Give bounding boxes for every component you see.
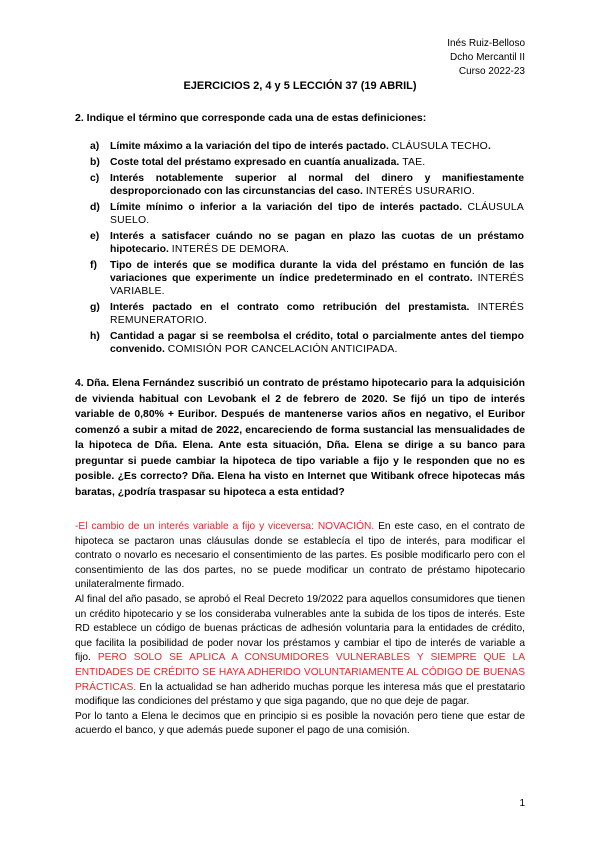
item-letter: f) — [90, 260, 97, 271]
document-header — [447, 37, 525, 79]
definition-item — [90, 230, 524, 256]
definition-item — [90, 140, 524, 153]
definition-item — [90, 172, 524, 198]
answer-text: En este caso, en el contrato de hipoteca se pactaron unas cláusulas donde se establecía el tipo de interés, para modificar el contrato o novarlo es necesario el consentimiento de las partes. Es posible modificarlo pero con el consentimiento de las dos partes, no se puede modificar un contrato de préstamo hipotecario unilateralmente firmado. — [75, 521, 525, 591]
answer-block — [75, 520, 525, 739]
definition-answer: COMISIÓN POR CANCELACIÓN ANTICIPADA. — [167, 344, 398, 355]
definition-text: Límite mínimo o inferior a la variación del tipo de interés pactado. — [110, 202, 463, 213]
definition-item — [90, 259, 524, 298]
item-letter: e) — [90, 231, 100, 242]
definition-item — [90, 201, 524, 227]
definition-answer: INTERÉS USURARIO. — [365, 186, 475, 197]
answer-text: En la actualidad se han adherido muchas porque les interesa más que el prestatario modifique las condiciones del préstamo y que siga pagando, que no que deje de pagar. — [75, 681, 525, 708]
item-letter: d) — [90, 202, 100, 213]
definition-answer: CLÁUSULA TECHO — [391, 141, 488, 152]
definition-item — [90, 330, 524, 356]
answer-paragraph-2 — [75, 593, 525, 710]
definition-item — [90, 156, 524, 169]
definition-answer: INTERÉS VARIABLE. — [110, 273, 525, 297]
definition-text: Interés pactado en el contrato como retribución del prestamista. — [110, 302, 470, 313]
course-year: Curso 2022-23 — [458, 66, 525, 77]
definition-text: Cantidad a pagar si se reembolsa el crédito, total o parcialmente antes del tiempo convenido. — [110, 331, 524, 355]
answer-text: Al final del año pasado, se aprobó el Real Decreto 19/2022 para aquellos consumidores que tienen un crédito hipotecario y se los consideraba vulnerables ante la subida de los tipos de interés. Este RD establece un código de buenas prácticas de adhesión voluntaria para la entidades de crédito, que facilita la posibilidad de poder novar los préstamos y cambiar el tipo de interés de variable a fijo. — [75, 593, 525, 664]
answer-paragraph-3: Por lo tanto a Elena le decimos que en principio si es posible la novación pero tiene que estar de acuerdo el banco, y que además puede suponer el pago de una comisión. — [75, 710, 525, 737]
definition-answer: INTERÉS DE DEMORA. — [171, 244, 290, 255]
definition-text: Tipo de interés que se modifica durante la vida del préstamo en función de las variaciones que experimente un índice predeterminado en el contrato. — [110, 260, 524, 284]
question-2-heading: 2. Indique el término que corresponde cada una de estas definiciones: — [75, 112, 427, 124]
answer-suffix: . — [487, 141, 491, 152]
item-letter: g) — [90, 302, 100, 313]
definition-answer: INTERÉS REMUNERATORIO. — [110, 302, 524, 326]
definition-text: Interés notablemente superior al normal del dinero y manifiestamente desproporcionado con las circunstancias del caso. — [110, 173, 524, 197]
definition-answer: TAE. — [402, 157, 426, 168]
item-letter: b) — [90, 157, 100, 168]
definition-text: Interés a satisfacer cuándo no se pagan en plazo las cuotas de un préstamo hipotecario. — [110, 231, 524, 255]
item-letter: h) — [90, 331, 100, 342]
subject-name: Dcho Mercantil II — [449, 52, 525, 63]
question-4-text: 4. Dña. Elena Fernández suscribió un contrato de préstamo hipotecario para la adquisición de vivienda habitual con Levobank el 2 de febrero de 2020. Se fijó un tipo de interés variable de 0,80% + Euribor. Después de mantenerse varios años en negativo, el Euribor comenzó a subir a mitad de 2022, encareciendo de forma sustancial las mensualidades de la hipoteca de Dña. Elena. Ante esta situación, Dña. Elena se dirige a su banco para preguntar si puede cambiar la hipoteca de tipo variable a fijo y le responden que no es posible. ¿Es correcto? Dña. Elena ha visto en Internet que Witibank ofrece hipotecas más baratas, ¿podría traspasar su hipoteca a esta entidad? — [75, 378, 525, 498]
definition-text: Coste total del préstamo expresado en cuantía anualizada. — [110, 157, 400, 168]
definition-text: Límite máximo a la variación del tipo de interés pactado. — [110, 141, 389, 152]
definition-item — [90, 301, 524, 327]
definition-answer: CLÁUSULA SUELO. — [110, 202, 524, 226]
answer-highlight-vulnerables: PERO SOLO SE APLICA A CONSUMIDORES VULNERABLES Y SIEMPRE QUE LA ENTIDADES DE CRÉDITO SE HAYA ADHERIDO VOLUNTARIAMENTE AL CÓDIGO DE BUENAS PRÁCTICAS. — [75, 652, 526, 693]
item-letter: a) — [90, 141, 100, 152]
answer-paragraph-1 — [75, 520, 525, 593]
document-title: EJERCICIOS 2, 4 y 5 LECCIÓN 37 (19 ABRIL) — [183, 80, 417, 92]
item-letter: c) — [90, 173, 100, 184]
definitions-list — [90, 140, 524, 359]
page-number: 1 — [519, 798, 525, 809]
author-name: Inés Ruiz-Belloso — [447, 38, 525, 49]
answer-highlight-novacion: -El cambio de un interés variable a fijo y viceversa: NOVACIÓN. — [75, 521, 375, 532]
